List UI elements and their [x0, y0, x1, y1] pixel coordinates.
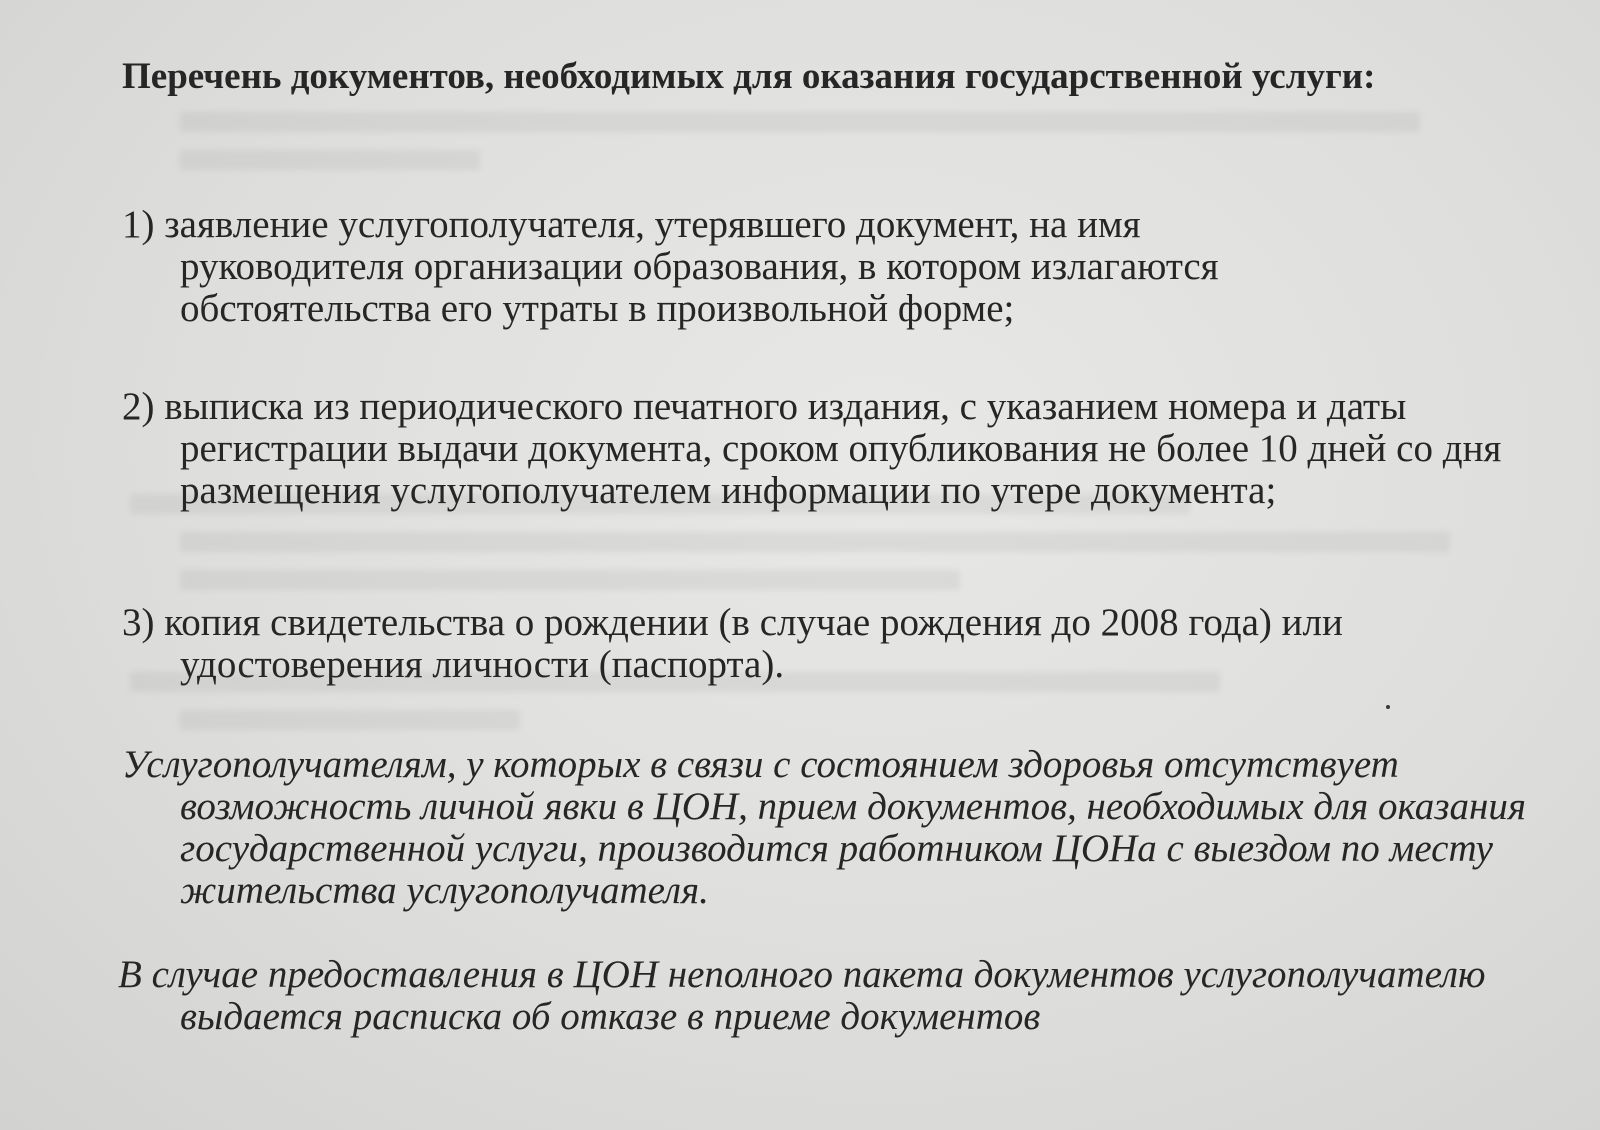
print-speck — [1386, 705, 1390, 709]
list-item-2: 2) выписка из периодического печатного издания, с указанием номера и даты регистрации выдачи документа, сроком опубликования не более 10 дней со дня размещения услугополучателем информации по утере документа; — [122, 385, 1502, 512]
note-health-visit: Услугополучателям, у которых в связи с состоянием здоровья отсутствует возможность личной явки в ЦОН, прием документов, необходимых для оказания государственной услуги, производится работником ЦОНа с выездом по месту жительства услугополучателя. — [122, 743, 1526, 912]
list-item-1: 1) заявление услугополучателя, утерявшего документ, на имя руководителя организации образования, в котором излагаются обстоятельства его утраты в произвольной форме; — [122, 203, 1219, 330]
note-incomplete-package: В случае предоставления в ЦОН неполного пакета документов услугополучателю выдается расписка об отказе в приеме документов — [118, 953, 1486, 1038]
list-item-3: 3) копия свидетельства о рождении (в случае рождения до 2008 года) или удостоверения личности (паспорта). — [122, 601, 1343, 686]
document-title: Перечень документов, необходимых для оказания государственной услуги: — [122, 56, 1376, 97]
